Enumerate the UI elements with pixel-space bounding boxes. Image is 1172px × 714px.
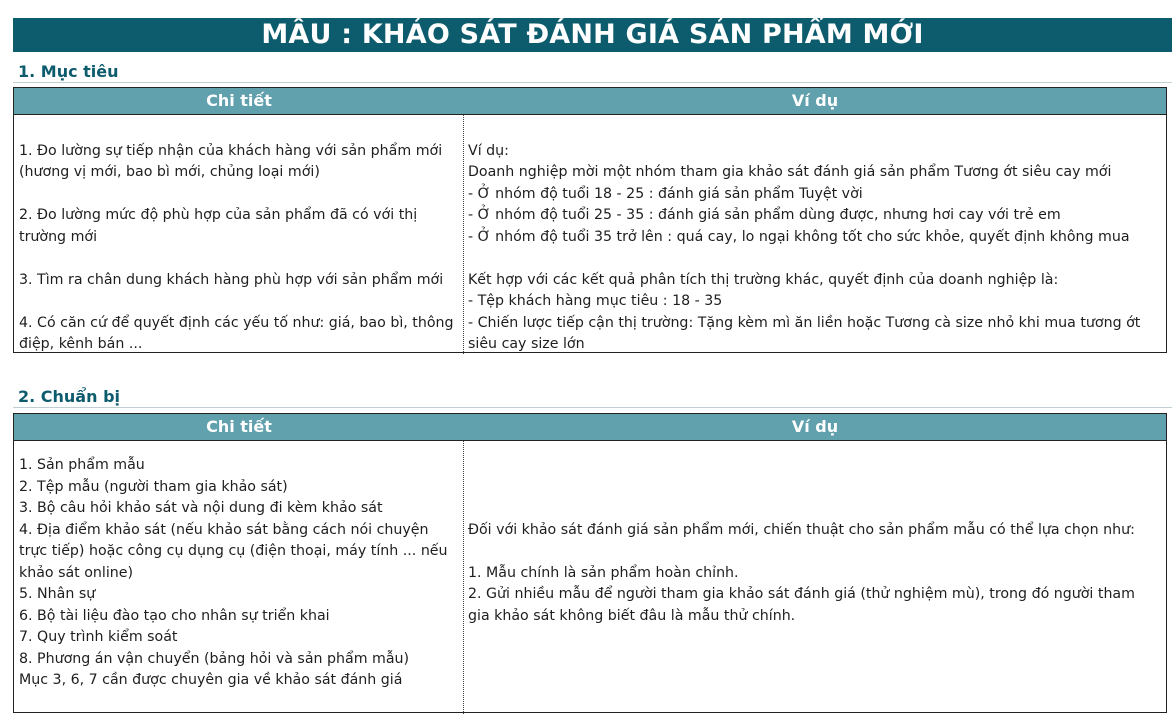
text-line [468,248,1162,270]
text-line [468,541,1162,563]
table-row [14,441,1166,714]
text-line: Đối với khảo sát đánh giá sản phẩm mới, chiến thuật cho sản phẩm mẫu có thể lựa chọn như: [468,521,1135,538]
column-header-detail: Chi tiết [206,417,272,436]
preparation-table [13,413,1167,713]
column-header-detail: Chi tiết [206,91,272,110]
page-title: MẪU : KHẢO SÁT ĐÁNH GIÁ SẢN PHẨM MỚI [13,18,1172,52]
table-header [14,414,1166,441]
section-divider [13,82,1172,83]
column-header-example: Ví dụ [791,91,839,110]
text-line: - Tệp khách hàng mục tiêu : 18 - 35 [468,293,723,309]
text-line [468,119,1162,141]
detail-cell [14,441,464,714]
text-line: 2. Đo lường mức độ phù hợp của sản phẩm đã có với thị [19,207,418,223]
text-line: 2. Tệp mẫu (người tham gia khảo sát) [19,478,288,495]
example-cell [464,115,1166,354]
text-line [19,119,461,141]
text-line [19,184,461,206]
text-line: 6. Bộ tài liệu đào tạo cho nhân sự triển khai [19,607,330,624]
section-divider [13,407,1172,408]
text-line: 1. Mẫu chính là sản phẩm hoàn chỉnh. [468,564,739,581]
text-line: gia khảo sát không biết đâu là mẫu thử chính. [468,607,796,624]
text-line: trường mới [19,228,98,245]
text-line: - Ở nhóm độ tuổi 35 trở lên : quá cay, lo ngại không tốt cho sức khỏe, quyết định không mua [468,228,1130,245]
table-header [14,88,1166,115]
table-row [14,115,1166,354]
text-line: 3. Tìm ra chân dung khách hàng phù hợp với sản phẩm mới [19,271,444,288]
text-line: 4. Có căn cứ để quyết định các yếu tố như: giá, bao bì, thông [19,314,454,331]
text-line [468,455,1162,477]
text-line: Doanh nghiệp mời một nhóm tham gia khảo sát đánh giá sản phẩm Tương ớt siêu cay mới [468,164,1112,180]
text-line: 4. Địa điểm khảo sát (nếu khảo sát bằng cách nói chuyện [19,521,429,538]
text-line: (hương vị mới, bao bì mới, chủng loại mới) [19,164,320,180]
text-line: 2. Gửi nhiều mẫu để người tham gia khảo sát đánh giá (thử nghiệm mù), trong đó người tham [468,586,1135,602]
section-heading-objectives: 1. Mục tiêu [18,62,119,81]
text-line: Mục 3, 6, 7 cần được chuyên gia về khảo sát đánh giá [19,672,403,688]
text-line: - Chiến lược tiếp cận thị trường: Tặng kèm mì ăn liền hoặc Tương cà size nhỏ khi mua tương ớt [468,314,1141,331]
text-line: điệp, kênh bán ... [19,336,143,352]
text-line: 3. Bộ câu hỏi khảo sát và nội dung đi kèm khảo sát [19,500,383,516]
text-line: 8. Phương án vận chuyển (bảng hỏi và sản phẩm mẫu) [19,650,410,667]
text-line: Kết hợp với các kết quả phân tích thị trường khác, quyết định của doanh nghiệp là: [468,271,1059,288]
detail-cell [14,115,464,354]
column-header-example: Ví dụ [791,417,839,436]
text-line [468,477,1162,499]
text-line: khảo sát online) [19,564,134,581]
text-line [468,498,1162,520]
text-line [19,248,461,270]
text-line: - Ở nhóm độ tuổi 25 - 35 : đánh giá sản phẩm dùng được, nhưng hơi cay với trẻ em [468,207,1061,223]
text-line: - Ở nhóm độ tuổi 18 - 25 : đánh giá sản phẩm Tuyệt vời [468,185,863,202]
text-line: 5. Nhân sự [19,586,96,602]
text-line: 7. Quy trình kiểm soát [19,629,178,645]
text-line: trực tiếp) hoặc công cụ dụng cụ (điện thoại, máy tính ... nếu [19,543,448,559]
text-line: 1. Sản phẩm mẫu [19,457,145,473]
text-line: Ví dụ: [468,142,509,159]
text-line: 1. Đo lường sự tiếp nhận của khách hàng với sản phẩm mới [19,142,443,159]
section-heading-preparation: 2. Chuẩn bị [18,387,120,406]
text-line [19,291,461,313]
text-line: siêu cay size lớn [468,336,585,352]
example-cell [464,441,1166,714]
objectives-table [13,87,1167,353]
